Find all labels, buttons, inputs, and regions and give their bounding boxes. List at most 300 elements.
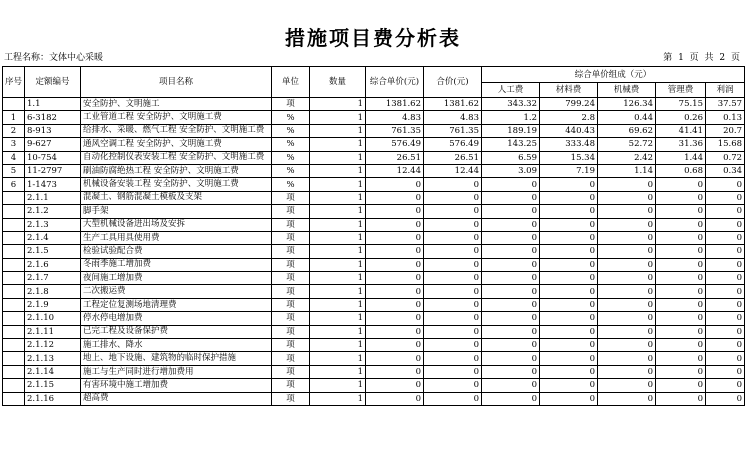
cell-total: 0 xyxy=(424,298,482,311)
cell-machine: 0 xyxy=(598,392,656,405)
cell-unit-price: 0 xyxy=(366,218,424,231)
cell-qty: 1 xyxy=(310,365,366,378)
header-total: 合价(元) xyxy=(424,67,482,98)
cell-profit: 20.7 xyxy=(706,124,745,137)
cell-machine: 0 xyxy=(598,325,656,338)
cell-total: 0 xyxy=(424,352,482,365)
cell-mgmt: 0 xyxy=(656,245,706,258)
cell-material: 0 xyxy=(540,352,598,365)
cell-labor: 0 xyxy=(482,392,540,405)
cell-unit-price: 0 xyxy=(366,365,424,378)
cell-unit-price: 12.44 xyxy=(366,164,424,177)
cell-seq xyxy=(3,379,25,392)
cell-unit-price: 0 xyxy=(366,245,424,258)
cell-name: 夜间施工增加费 xyxy=(81,272,272,285)
cell-machine: 0 xyxy=(598,178,656,191)
cell-labor: 0 xyxy=(482,312,540,325)
cell-code: 2.1.2 xyxy=(25,205,81,218)
cell-profit: 0 xyxy=(706,339,745,352)
cell-qty: 1 xyxy=(310,285,366,298)
table-row xyxy=(3,258,745,271)
cell-labor: 0 xyxy=(482,272,540,285)
cell-code: 2.1.1 xyxy=(25,191,81,204)
cell-total: 0 xyxy=(424,258,482,271)
cell-total: 0 xyxy=(424,191,482,204)
cell-machine: 69.62 xyxy=(598,124,656,137)
cell-mgmt: 0 xyxy=(656,365,706,378)
cell-name: 施工排水、降水 xyxy=(81,339,272,352)
cell-code: 2.1.6 xyxy=(25,258,81,271)
cell-unit-price: 0 xyxy=(366,379,424,392)
table-row xyxy=(3,379,745,392)
cell-unit: 项 xyxy=(272,98,310,111)
cell-code: 1-1473 xyxy=(25,178,81,191)
cell-name: 安全防护、文明施工 xyxy=(81,98,272,111)
header-profit: 利润 xyxy=(706,83,745,98)
cell-machine: 0 xyxy=(598,272,656,285)
cell-total: 26.51 xyxy=(424,151,482,164)
cell-qty: 1 xyxy=(310,312,366,325)
cell-material: 440.43 xyxy=(540,124,598,137)
cell-name: 二次搬运费 xyxy=(81,285,272,298)
cell-mgmt: 0 xyxy=(656,392,706,405)
cell-name: 冬雨季施工增加费 xyxy=(81,258,272,271)
cell-total: 0 xyxy=(424,379,482,392)
cell-unit: 项 xyxy=(272,191,310,204)
cell-labor: 343.32 xyxy=(482,98,540,111)
cell-machine: 2.42 xyxy=(598,151,656,164)
cell-material: 0 xyxy=(540,325,598,338)
cell-code: 2.1.5 xyxy=(25,245,81,258)
cell-profit: 0 xyxy=(706,205,745,218)
cell-code: 1.1 xyxy=(25,98,81,111)
cell-seq xyxy=(3,298,25,311)
cell-total: 0 xyxy=(424,365,482,378)
cell-machine: 1.14 xyxy=(598,164,656,177)
cell-machine: 0 xyxy=(598,191,656,204)
cell-name: 检验试验配合费 xyxy=(81,245,272,258)
cell-labor: 0 xyxy=(482,352,540,365)
cell-mgmt: 0 xyxy=(656,205,706,218)
cell-unit: 项 xyxy=(272,365,310,378)
cell-material: 0 xyxy=(540,178,598,191)
cell-mgmt: 0.26 xyxy=(656,111,706,124)
table-row xyxy=(3,138,745,151)
cell-seq xyxy=(3,365,25,378)
cell-qty: 1 xyxy=(310,258,366,271)
cell-name: 脚手架 xyxy=(81,205,272,218)
cell-unit: 项 xyxy=(272,298,310,311)
cell-total: 0 xyxy=(424,339,482,352)
cell-profit: 0.34 xyxy=(706,164,745,177)
header-labor: 人工费 xyxy=(482,83,540,98)
cell-labor: 0 xyxy=(482,325,540,338)
cell-code: 11-2797 xyxy=(25,164,81,177)
cell-seq xyxy=(3,191,25,204)
cell-unit-price: 0 xyxy=(366,285,424,298)
cell-total: 0 xyxy=(424,218,482,231)
header-unit: 单位 xyxy=(272,67,310,98)
table-row xyxy=(3,325,745,338)
cell-profit: 0 xyxy=(706,352,745,365)
cell-unit: % xyxy=(272,111,310,124)
cell-seq xyxy=(3,392,25,405)
cell-qty: 1 xyxy=(310,218,366,231)
cell-qty: 1 xyxy=(310,111,366,124)
header-unit-price: 综合单价(元) xyxy=(366,67,424,98)
cell-code: 2.1.7 xyxy=(25,272,81,285)
cell-seq: 6 xyxy=(3,178,25,191)
cell-name: 大型机械设备进出场及安拆 xyxy=(81,218,272,231)
cell-material: 15.34 xyxy=(540,151,598,164)
cell-mgmt: 0 xyxy=(656,178,706,191)
cell-profit: 0 xyxy=(706,258,745,271)
cell-labor: 0 xyxy=(482,218,540,231)
cell-machine: 52.72 xyxy=(598,138,656,151)
cell-labor: 0 xyxy=(482,245,540,258)
cell-name: 混凝土、钢筋混凝土模板及支架 xyxy=(81,191,272,204)
table-row xyxy=(3,392,745,405)
cell-name: 工业管道工程 安全防护、文明施工费 xyxy=(81,111,272,124)
cell-seq: 3 xyxy=(3,138,25,151)
cell-seq xyxy=(3,205,25,218)
cell-unit-price: 4.83 xyxy=(366,111,424,124)
cell-unit-price: 0 xyxy=(366,339,424,352)
cell-name: 有害环境中施工增加费 xyxy=(81,379,272,392)
cell-code: 2.1.16 xyxy=(25,392,81,405)
header-seq: 序号 xyxy=(3,67,25,98)
cell-total: 576.49 xyxy=(424,138,482,151)
table-row xyxy=(3,339,745,352)
cell-code: 2.1.15 xyxy=(25,379,81,392)
cell-seq xyxy=(3,218,25,231)
cell-name: 工程定位复测场地清理费 xyxy=(81,298,272,311)
header-qty: 数量 xyxy=(310,67,366,98)
cell-material: 0 xyxy=(540,191,598,204)
cell-profit: 0 xyxy=(706,312,745,325)
cell-qty: 1 xyxy=(310,138,366,151)
cell-profit: 0 xyxy=(706,325,745,338)
cell-mgmt: 1.44 xyxy=(656,151,706,164)
cell-mgmt: 41.41 xyxy=(656,124,706,137)
cell-labor: 3.09 xyxy=(482,164,540,177)
cell-machine: 0 xyxy=(598,258,656,271)
cell-labor: 0 xyxy=(482,379,540,392)
cell-qty: 1 xyxy=(310,298,366,311)
cell-profit: 0 xyxy=(706,272,745,285)
table-row xyxy=(3,98,745,111)
cell-labor: 6.59 xyxy=(482,151,540,164)
cell-qty: 1 xyxy=(310,245,366,258)
cell-material: 0 xyxy=(540,272,598,285)
cell-mgmt: 0 xyxy=(656,312,706,325)
cell-name: 已完工程及设备保护费 xyxy=(81,325,272,338)
cell-profit: 0.13 xyxy=(706,111,745,124)
cell-code: 2.1.12 xyxy=(25,339,81,352)
cell-machine: 0 xyxy=(598,285,656,298)
cell-qty: 1 xyxy=(310,98,366,111)
cell-material: 0 xyxy=(540,298,598,311)
cell-unit-price: 0 xyxy=(366,392,424,405)
cell-seq xyxy=(3,352,25,365)
cell-name: 超高费 xyxy=(81,392,272,405)
cell-code: 2.1.3 xyxy=(25,218,81,231)
cell-unit: 项 xyxy=(272,325,310,338)
cell-total: 0 xyxy=(424,231,482,244)
header-code: 定额编号 xyxy=(25,67,81,98)
cell-machine: 0 xyxy=(598,339,656,352)
cell-material: 7.19 xyxy=(540,164,598,177)
cell-profit: 0 xyxy=(706,218,745,231)
cell-mgmt: 0 xyxy=(656,231,706,244)
cell-seq xyxy=(3,272,25,285)
table-row xyxy=(3,218,745,231)
cell-labor: 0 xyxy=(482,205,540,218)
cell-unit-price: 0 xyxy=(366,272,424,285)
cell-code: 2.1.4 xyxy=(25,231,81,244)
cell-seq: 5 xyxy=(3,164,25,177)
cell-qty: 1 xyxy=(310,379,366,392)
table-row xyxy=(3,231,745,244)
cell-unit: 项 xyxy=(272,258,310,271)
table-row xyxy=(3,124,745,137)
table-row xyxy=(3,191,745,204)
cell-total: 12.44 xyxy=(424,164,482,177)
cell-unit-price: 0 xyxy=(366,191,424,204)
cell-unit: 项 xyxy=(272,392,310,405)
cell-total: 0 xyxy=(424,392,482,405)
cell-seq xyxy=(3,98,25,111)
cell-total: 1381.62 xyxy=(424,98,482,111)
cell-machine: 0 xyxy=(598,205,656,218)
cell-material: 333.48 xyxy=(540,138,598,151)
cell-total: 0 xyxy=(424,245,482,258)
cell-qty: 1 xyxy=(310,191,366,204)
cell-mgmt: 0 xyxy=(656,298,706,311)
cell-material: 0 xyxy=(540,218,598,231)
cell-total: 4.83 xyxy=(424,111,482,124)
cell-seq xyxy=(3,285,25,298)
cell-profit: 0 xyxy=(706,178,745,191)
cell-code: 2.1.13 xyxy=(25,352,81,365)
cell-material: 0 xyxy=(540,339,598,352)
cell-seq xyxy=(3,231,25,244)
cell-profit: 0 xyxy=(706,245,745,258)
cell-unit-price: 761.35 xyxy=(366,124,424,137)
cell-name: 给排水、采暖、燃气工程 安全防护、文明施工费 xyxy=(81,124,272,137)
cell-name: 施工与生产同时进行增加费用 xyxy=(81,365,272,378)
cell-material: 0 xyxy=(540,258,598,271)
header-machine: 机械费 xyxy=(598,83,656,98)
cell-mgmt: 31.36 xyxy=(656,138,706,151)
cell-unit-price: 0 xyxy=(366,258,424,271)
cell-qty: 1 xyxy=(310,392,366,405)
cell-unit: % xyxy=(272,124,310,137)
cell-labor: 0 xyxy=(482,191,540,204)
cell-mgmt: 0 xyxy=(656,285,706,298)
table-row xyxy=(3,178,745,191)
cell-unit-price: 0 xyxy=(366,178,424,191)
cell-labor: 1.2 xyxy=(482,111,540,124)
cell-qty: 1 xyxy=(310,352,366,365)
cell-material: 0 xyxy=(540,285,598,298)
table-row xyxy=(3,352,745,365)
cell-unit-price: 576.49 xyxy=(366,138,424,151)
cell-unit-price: 0 xyxy=(366,352,424,365)
cell-code: 2.1.14 xyxy=(25,365,81,378)
cell-qty: 1 xyxy=(310,325,366,338)
cell-labor: 0 xyxy=(482,178,540,191)
cell-code: 2.1.9 xyxy=(25,298,81,311)
cell-labor: 0 xyxy=(482,258,540,271)
cell-name: 刷油防腐绝热工程 安全防护、文明施工费 xyxy=(81,164,272,177)
cell-name: 停水停电增加费 xyxy=(81,312,272,325)
table-row xyxy=(3,312,745,325)
cell-unit: 项 xyxy=(272,285,310,298)
cell-mgmt: 0 xyxy=(656,379,706,392)
table-row xyxy=(3,285,745,298)
cell-seq: 4 xyxy=(3,151,25,164)
cell-name: 机械设备安装工程 安全防护、文明施工费 xyxy=(81,178,272,191)
cell-code: 2.1.8 xyxy=(25,285,81,298)
cell-profit: 0 xyxy=(706,191,745,204)
cell-qty: 1 xyxy=(310,231,366,244)
cell-labor: 189.19 xyxy=(482,124,540,137)
cell-material: 0 xyxy=(540,312,598,325)
cell-mgmt: 0 xyxy=(656,191,706,204)
cell-qty: 1 xyxy=(310,124,366,137)
page-title: 措施项目费分析表 xyxy=(285,26,461,50)
cell-mgmt: 0 xyxy=(656,272,706,285)
cell-seq: 1 xyxy=(3,111,25,124)
cell-machine: 0 xyxy=(598,298,656,311)
cell-unit: % xyxy=(272,151,310,164)
table-row xyxy=(3,245,745,258)
cell-labor: 0 xyxy=(482,365,540,378)
cell-labor: 0 xyxy=(482,339,540,352)
cell-unit-price: 1381.62 xyxy=(366,98,424,111)
cell-name: 自动化控制仪表安装工程 安全防护、文明施工费 xyxy=(81,151,272,164)
cell-unit-price: 0 xyxy=(366,205,424,218)
cell-machine: 0 xyxy=(598,231,656,244)
cell-labor: 0 xyxy=(482,231,540,244)
cell-unit: 项 xyxy=(272,339,310,352)
cell-machine: 0 xyxy=(598,352,656,365)
cell-total: 0 xyxy=(424,285,482,298)
cell-seq: 2 xyxy=(3,124,25,137)
cell-mgmt: 0.68 xyxy=(656,164,706,177)
cell-qty: 1 xyxy=(310,164,366,177)
cell-qty: 1 xyxy=(310,272,366,285)
cell-unit: % xyxy=(272,178,310,191)
page-indicator: 第 1 页 共 2 页 xyxy=(663,53,740,63)
cell-unit-price: 0 xyxy=(366,298,424,311)
cell-code: 8-913 xyxy=(25,124,81,137)
cell-machine: 0 xyxy=(598,218,656,231)
table-row xyxy=(3,151,745,164)
cell-profit: 0 xyxy=(706,392,745,405)
table-row xyxy=(3,365,745,378)
cell-unit: 项 xyxy=(272,352,310,365)
cell-material: 0 xyxy=(540,245,598,258)
cell-unit: 项 xyxy=(272,272,310,285)
cell-code: 10-754 xyxy=(25,151,81,164)
cell-total: 0 xyxy=(424,205,482,218)
cell-total: 0 xyxy=(424,178,482,191)
cell-material: 0 xyxy=(540,379,598,392)
cell-machine: 126.34 xyxy=(598,98,656,111)
cell-total: 0 xyxy=(424,325,482,338)
cell-machine: 0 xyxy=(598,245,656,258)
cell-material: 0 xyxy=(540,231,598,244)
cell-name: 生产工具用具使用费 xyxy=(81,231,272,244)
cell-unit: 项 xyxy=(272,312,310,325)
cell-qty: 1 xyxy=(310,151,366,164)
cell-unit: 项 xyxy=(272,205,310,218)
cell-profit: 37.57 xyxy=(706,98,745,111)
cell-profit: 0 xyxy=(706,231,745,244)
project-name: 工程名称：文体中心采暖 xyxy=(4,53,104,63)
cell-seq xyxy=(3,245,25,258)
cell-unit-price: 26.51 xyxy=(366,151,424,164)
cell-code: 2.1.10 xyxy=(25,312,81,325)
table-row xyxy=(3,298,745,311)
table-row xyxy=(3,164,745,177)
cell-mgmt: 0 xyxy=(656,339,706,352)
cell-material: 0 xyxy=(540,365,598,378)
cell-profit: 0 xyxy=(706,285,745,298)
cell-mgmt: 0 xyxy=(656,218,706,231)
cell-machine: 0 xyxy=(598,365,656,378)
cell-unit: 项 xyxy=(272,379,310,392)
cell-material: 0 xyxy=(540,392,598,405)
cell-total: 0 xyxy=(424,312,482,325)
cell-machine: 0 xyxy=(598,379,656,392)
cell-seq xyxy=(3,312,25,325)
cell-unit-price: 0 xyxy=(366,312,424,325)
cell-unit-price: 0 xyxy=(366,231,424,244)
cell-code: 6-3182 xyxy=(25,111,81,124)
header-mgmt: 管理费 xyxy=(656,83,706,98)
cell-mgmt: 75.15 xyxy=(656,98,706,111)
cell-material: 0 xyxy=(540,205,598,218)
cell-mgmt: 0 xyxy=(656,258,706,271)
cell-profit: 0 xyxy=(706,379,745,392)
cell-profit: 0.72 xyxy=(706,151,745,164)
cell-profit: 0 xyxy=(706,298,745,311)
cell-unit: % xyxy=(272,138,310,151)
cell-machine: 0 xyxy=(598,312,656,325)
cell-profit: 0 xyxy=(706,365,745,378)
cell-labor: 0 xyxy=(482,285,540,298)
table-row xyxy=(3,205,745,218)
cell-name: 通风空调工程 安全防护、文明施工费 xyxy=(81,138,272,151)
cell-material: 799.24 xyxy=(540,98,598,111)
header-material: 材料费 xyxy=(540,83,598,98)
cost-analysis-table xyxy=(2,66,745,406)
table-row xyxy=(3,111,745,124)
cell-unit: 项 xyxy=(272,231,310,244)
cell-unit: 项 xyxy=(272,218,310,231)
cell-seq xyxy=(3,325,25,338)
cell-code: 9-627 xyxy=(25,138,81,151)
cell-labor: 143.25 xyxy=(482,138,540,151)
header-name: 项目名称 xyxy=(81,67,272,98)
header-composition: 综合单价组成（元） xyxy=(482,67,745,83)
cell-total: 0 xyxy=(424,272,482,285)
cell-seq xyxy=(3,258,25,271)
table-row xyxy=(3,272,745,285)
